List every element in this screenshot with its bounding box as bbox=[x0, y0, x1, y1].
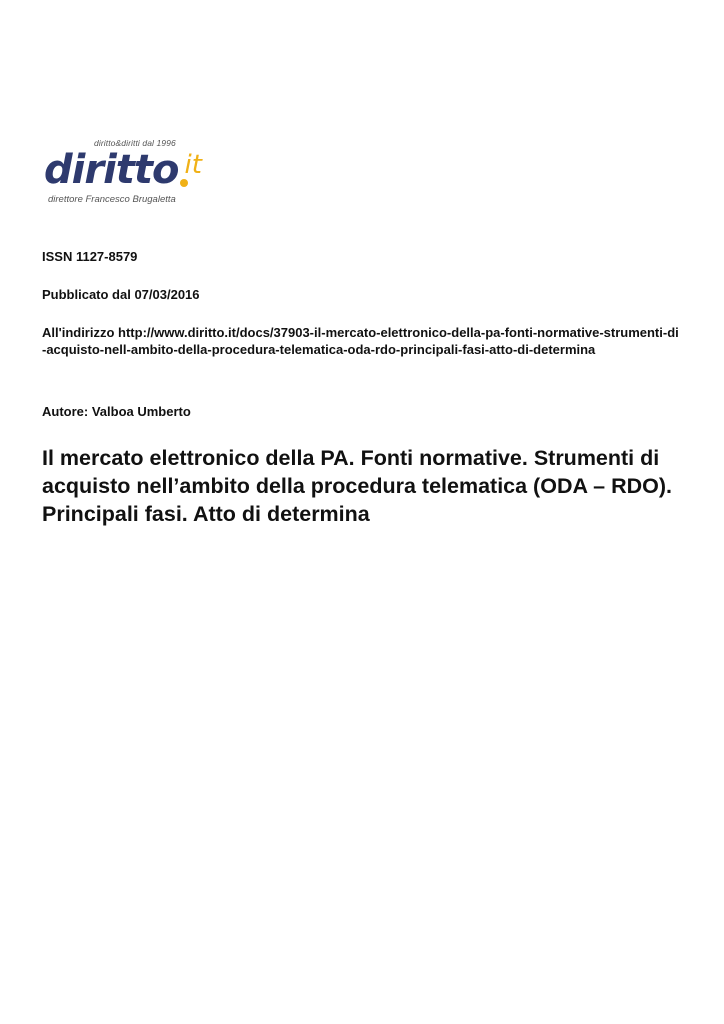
logo-brand-main: diritto bbox=[44, 147, 179, 193]
document-address: All'indirizzo http://www.diritto.it/docs/37903-il-mercato-elettronico-della-pa-fonti-normative-strumenti-di-acquisto-nell-ambito-della-procedura-telematica-oda-rdo-principali-fasi-atto-di-determina bbox=[42, 325, 679, 357]
issn-line: ISSN 1127-8579 bbox=[42, 249, 138, 264]
diritto-logo bbox=[42, 138, 232, 210]
logo-dot-icon bbox=[180, 179, 188, 187]
document-author: Autore: Valboa Umberto bbox=[42, 404, 191, 419]
logo-tagline: diritto&diritti dal 1996 bbox=[94, 138, 176, 148]
published-date: Pubblicato dal 07/03/2016 bbox=[42, 287, 200, 302]
logo-brand-suffix: it bbox=[184, 150, 202, 180]
document-title: Il mercato elettronico della PA. Fonti normative. Strumenti di acquisto nell’ambito della procedura telematica (ODA – RDO). Principali fasi. Atto di determina bbox=[42, 446, 673, 526]
logo-brand bbox=[44, 144, 202, 196]
logo-director: direttore Francesco Brugaletta bbox=[48, 194, 176, 205]
